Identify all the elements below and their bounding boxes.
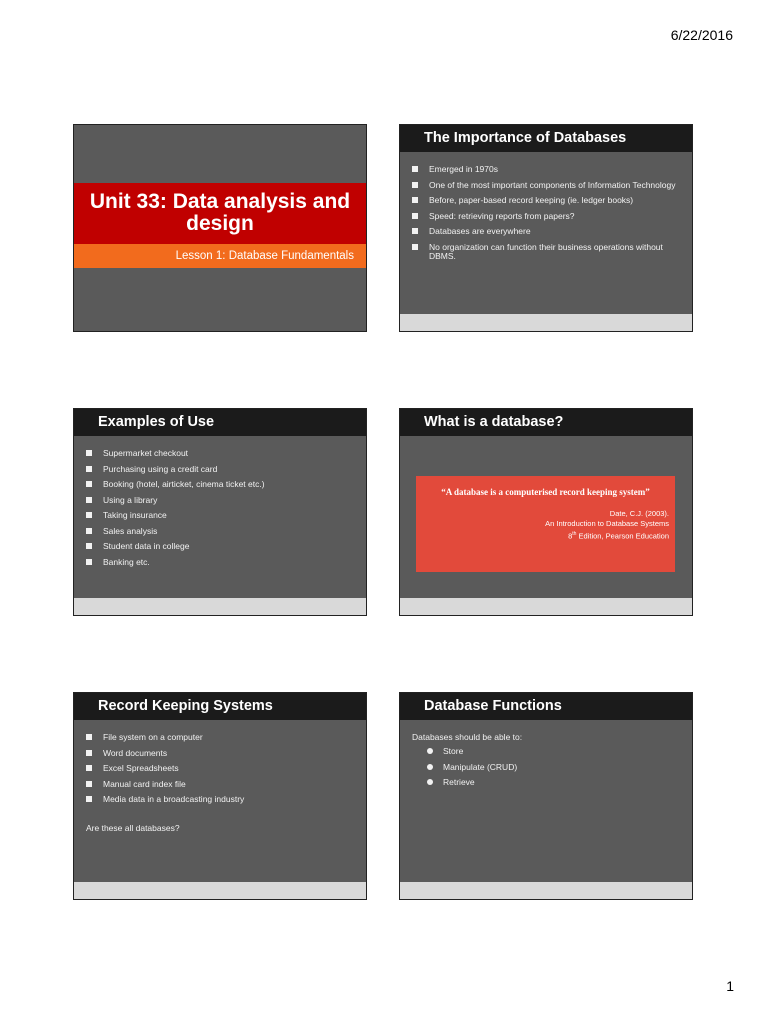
square-bullet-icon [86, 481, 92, 487]
quote-text: “A database is a computerised record keeping system” [441, 487, 650, 497]
square-bullet-icon [86, 750, 92, 756]
square-bullet-icon [86, 528, 92, 534]
square-bullet-icon [86, 796, 92, 802]
slide-header: What is a database? [400, 409, 692, 436]
list-item: One of the most important components of Information Technology [412, 181, 680, 191]
bullet-list [426, 747, 517, 794]
list-item: Taking insurance [86, 511, 354, 521]
bullet-list [412, 165, 680, 268]
square-bullet-icon [86, 734, 92, 740]
quote-box [416, 476, 675, 572]
list-item: Word documents [86, 749, 354, 759]
slide-what-is [399, 408, 693, 616]
list-item: Emerged in 1970s [412, 165, 680, 175]
list-item: No organization can function their business operations without DBMS. [412, 243, 680, 262]
slide-title-heading: Unit 33: Data analysis and design [74, 183, 366, 244]
slide-header: Record Keeping Systems [74, 693, 366, 720]
slide-footer [400, 882, 692, 899]
list-item: Speed: retrieving reports from papers? [412, 212, 680, 222]
slide-title-subtitle: Lesson 1: Database Fundamentals [74, 244, 366, 268]
square-bullet-icon [86, 543, 92, 549]
slide-question: Are these all databases? [86, 823, 180, 833]
slide-intro: Databases should be able to: [412, 732, 523, 742]
list-item: Sales analysis [86, 527, 354, 537]
square-bullet-icon [412, 213, 418, 219]
bullet-list [86, 449, 354, 573]
square-bullet-icon [86, 559, 92, 565]
square-bullet-icon [86, 765, 92, 771]
round-bullet-icon [427, 779, 433, 785]
square-bullet-icon [412, 166, 418, 172]
list-item: Booking (hotel, airticket, cinema ticket etc.) [86, 480, 354, 490]
slide-footer [74, 882, 366, 899]
square-bullet-icon [412, 182, 418, 188]
page-number: 1 [726, 978, 734, 994]
list-item: Manipulate (CRUD) [426, 763, 517, 773]
list-item: Manual card index file [86, 780, 354, 790]
bullet-list [86, 733, 354, 811]
slide-header: The Importance of Databases [400, 125, 692, 152]
square-bullet-icon [86, 512, 92, 518]
slide-examples [73, 408, 367, 616]
list-item: Purchasing using a credit card [86, 465, 354, 475]
square-bullet-icon [86, 466, 92, 472]
square-bullet-icon [86, 450, 92, 456]
slide-functions [399, 692, 693, 900]
slide-title [73, 124, 367, 332]
square-bullet-icon [86, 497, 92, 503]
slide-footer [400, 314, 692, 331]
quote-citation: Date, C.J. (2003). An Introduction to Database Systems 8th Edition, Pearson Education [545, 509, 669, 541]
slide-header: Examples of Use [74, 409, 366, 436]
square-bullet-icon [412, 197, 418, 203]
slide-header: Database Functions [400, 693, 692, 720]
list-item: Databases are everywhere [412, 227, 680, 237]
square-bullet-icon [86, 781, 92, 787]
round-bullet-icon [427, 748, 433, 754]
page-date: 6/22/2016 [670, 27, 733, 43]
slide-record-keeping [73, 692, 367, 900]
list-item: Before, paper-based record keeping (ie. ledger books) [412, 196, 680, 206]
round-bullet-icon [427, 764, 433, 770]
slide-footer [400, 598, 692, 615]
list-item: Retrieve [426, 778, 517, 788]
list-item: Media data in a broadcasting industry [86, 795, 354, 805]
square-bullet-icon [412, 244, 418, 250]
list-item: Excel Spreadsheets [86, 764, 354, 774]
list-item: Student data in college [86, 542, 354, 552]
list-item: Banking etc. [86, 558, 354, 568]
list-item: File system on a computer [86, 733, 354, 743]
slide-importance [399, 124, 693, 332]
list-item: Supermarket checkout [86, 449, 354, 459]
list-item: Using a library [86, 496, 354, 506]
slide-footer [74, 598, 366, 615]
square-bullet-icon [412, 228, 418, 234]
list-item: Store [426, 747, 517, 757]
